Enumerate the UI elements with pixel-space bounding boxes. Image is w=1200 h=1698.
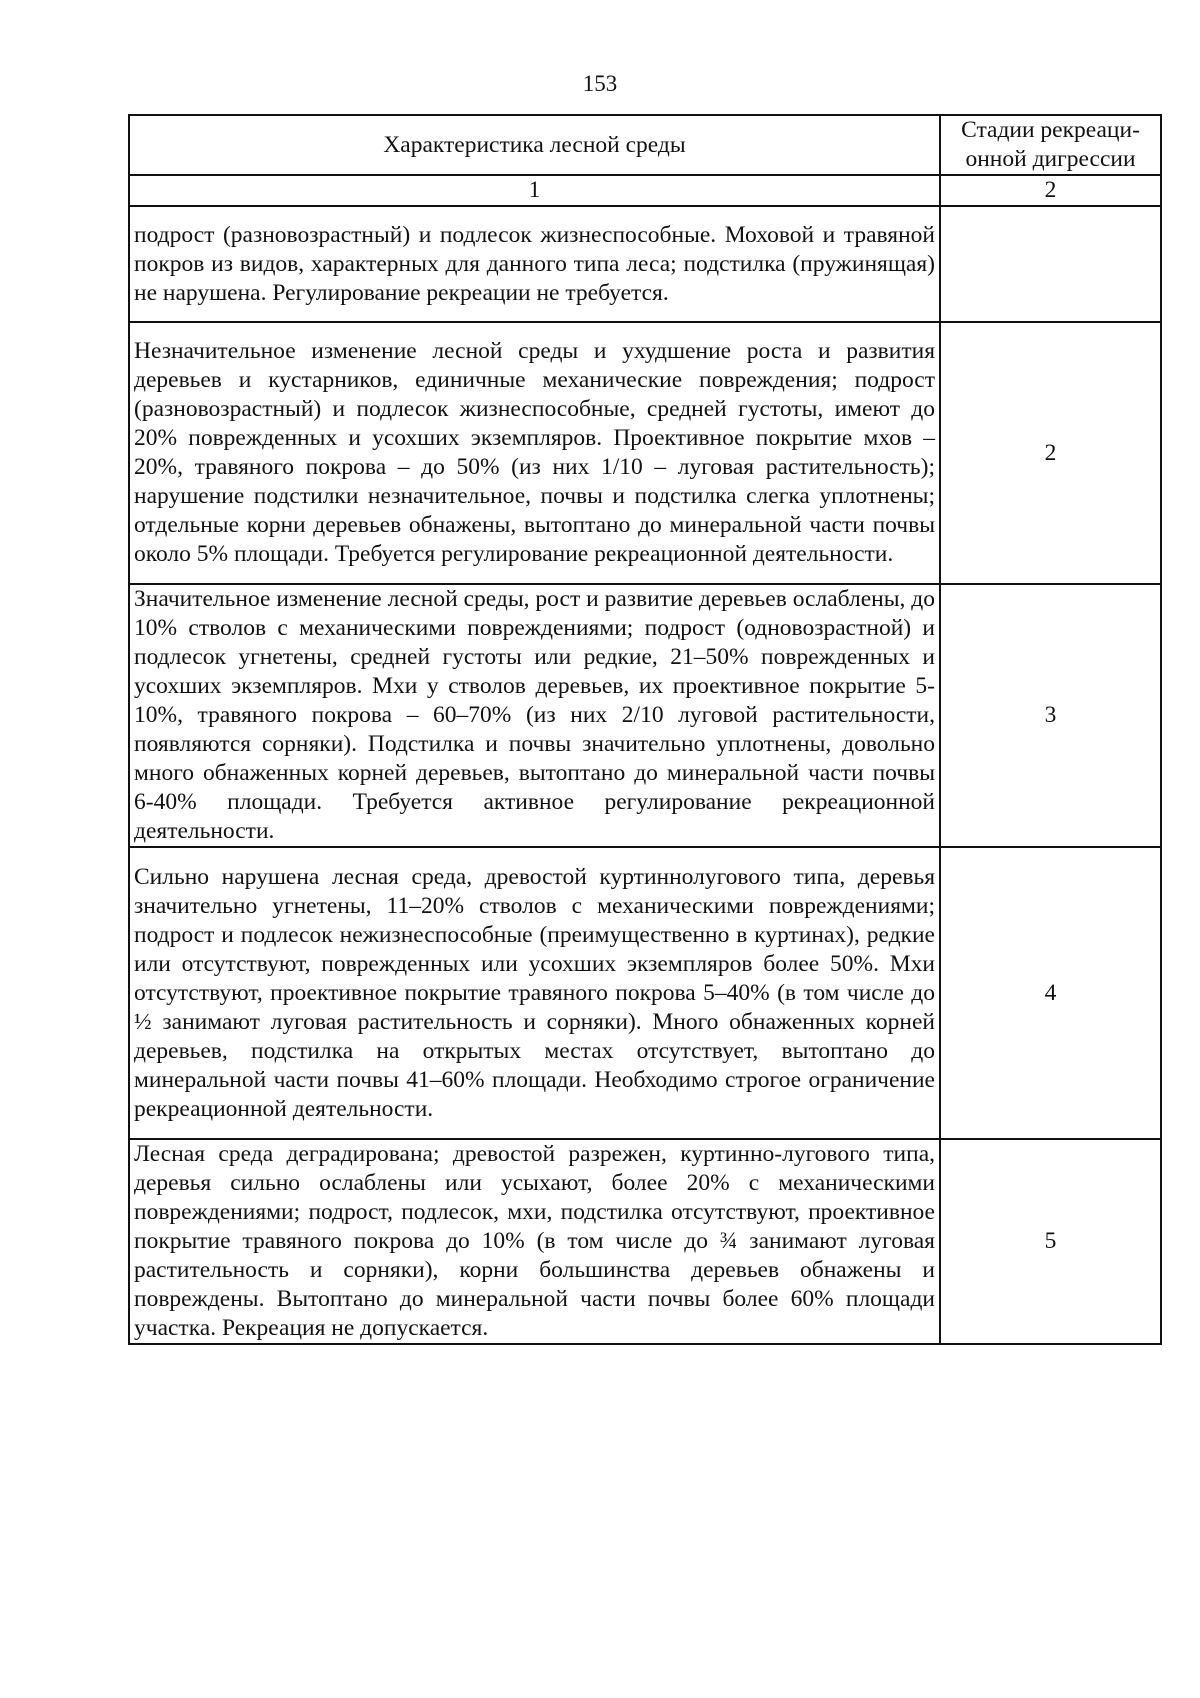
row-stage: 3 (940, 584, 1161, 847)
table-row (129, 1139, 1161, 1344)
header-digression-stages (940, 115, 1161, 175)
header-digression-stages-line1: Стадии рекреаци- (961, 117, 1140, 143)
row-stage: 5 (940, 1139, 1161, 1344)
header-digression-stages-line2: онной дигрессии (965, 146, 1136, 172)
header-forest-characteristics: Характеристика лесной среды (129, 115, 940, 175)
row-description: Лесная среда деградирована; древостой разрежен, куртинно-лугового типа, деревья сильно ослаблены или усыхают, более 20% с механическими повреждениями; подрост, подлесок, мхи, подстилка отсутствуют, проективное покрытие травяного покрова до 10% (в том числе до ¾ занимают луговая растительность и сорняки), корни большинства деревьев обнажены и повреждены. Вытоптано до минеральной части почвы более 60% площади участка. Рекреация не допускается. (129, 1139, 940, 1344)
table-row (129, 584, 1161, 847)
row-stage: 4 (940, 847, 1161, 1139)
row-description: Сильно нарушена лесная среда, древостой куртиннолугового типа, деревья значительно угнетены, 11–20% стволов с механическими повреждениями; подрост и подлесок нежизнеспособные (преимущественно в куртинах), редкие или отсутствуют, поврежденных или усохших экземпляров более 50%. Мхи отсутствуют, проективное покрытие травяного покрова 5–40% (в том числе до ½ занимают луговая растительность и сорняки). Много обнаженных корней деревьев, подстилка на открытых местах отсутствует, вытоптано до минеральной части почвы 41–60% площади. Необходимо строгое ограничение рекреационной деятельности. (129, 847, 940, 1139)
row-description: подрост (разновозрастный) и подлесок жизнеспособные. Моховой и травяной покров из видов, характерных для данного типа леса; подстилка (пружинящая) не нарушена. Регулирование рекреации не требуется. (129, 206, 940, 322)
row-description: Значительное изменение лесной среды, рост и развитие деревьев ослаблены, до 10% стволов с механическими повреждениями; подрост (одновозрастной) и подлесок угнетены, средней густоты или редкие, 21–50% поврежденных и усохших экземпляров. Мхи у стволов деревьев, их проективное покрытие 5-10%, травяного покрова – 60–70% (из них 2/10 луговой растительности, появляются сорняки). Подстилка и почвы значительно уплотнены, довольно много обнаженных корней деревьев, вытоптано до минеральной части почвы 6-40% площади. Требуется активное регулирование рекреационной деятельности. (129, 584, 940, 847)
table-row (129, 206, 1161, 322)
table-header-row (129, 115, 1161, 175)
row-stage (940, 206, 1161, 322)
table-row (129, 847, 1161, 1139)
page-number: 153 (582, 71, 618, 96)
column-number-row (129, 175, 1161, 206)
row-stage: 2 (940, 322, 1161, 584)
table-row (129, 322, 1161, 584)
column-number-1: 1 (129, 175, 940, 206)
row-description: Незначительное изменение лесной среды и ухудшение роста и развития деревьев и кустарников, единичные механические повреждения; подрост (разновозрастный) и подлесок жизнеспособные, средней густоты, имеют до 20% поврежденных и усохших экземпляров. Проективное покрытие мхов – 20%, травяного покрова – до 50% (из них 1/10 – луговая растительность); нарушение подстилки незначительное, почвы и подстилка слегка уплотнены; отдельные корни деревьев обнажены, вытоптано до минеральной части почвы около 5% площади. Требуется регулирование рекреационной деятельности. (129, 322, 940, 584)
recreational-digression-table (128, 114, 1162, 1345)
column-number-2: 2 (940, 175, 1161, 206)
